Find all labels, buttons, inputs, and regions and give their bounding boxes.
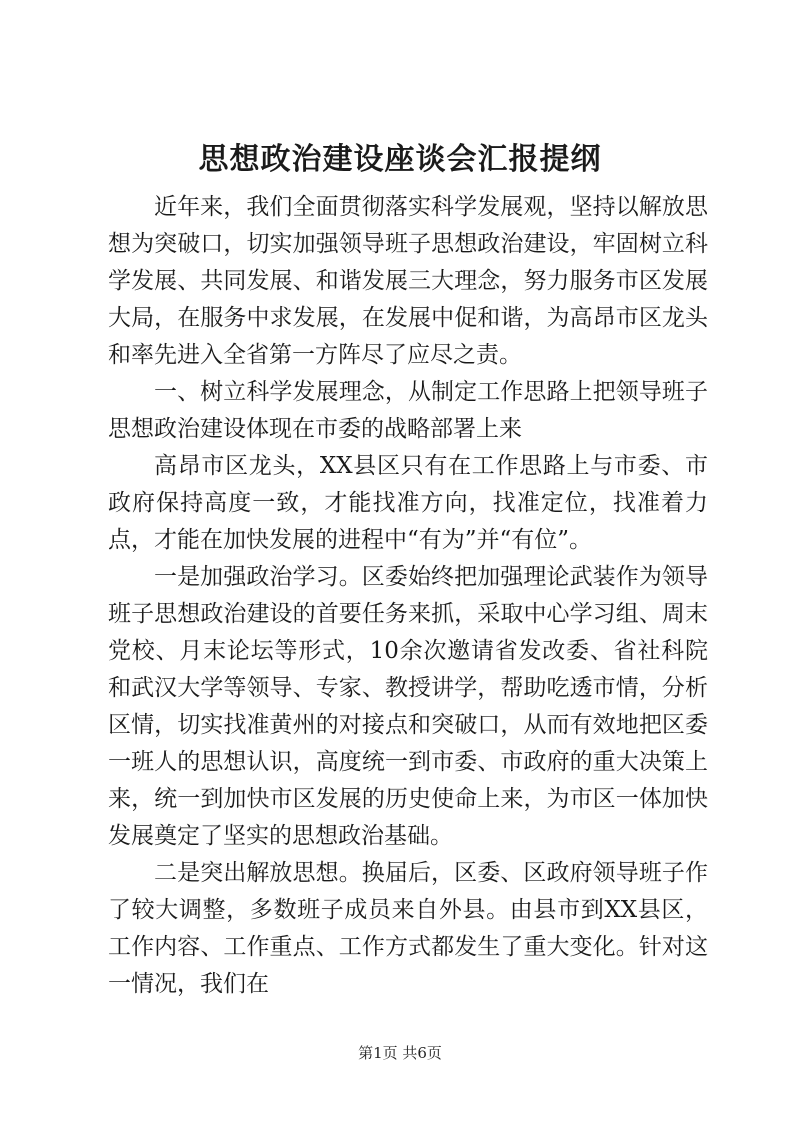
paragraph-body: 二是突出解放思想。换届后，区委、区政府领导班子作了较大调整，多数班子成员来自外县。由县市到XX县区，工作内容、工作重点、工作方式都发生了重大变化。针对这一情况，我们在 xyxy=(108,860,708,997)
paragraph-intro: 近年来，我们全面贯彻落实科学发展观，坚持以解放思想为突破口，切实加强领导班子思想政治建设，牢固树立科学发展、共同发展、和谐发展三大理念，努力服务市区发展大局，在服务中求发展，在发展中促和谐，为高昂市区龙头和率先进入全省第一方阵尽了应尽之责。 xyxy=(108,194,708,368)
paragraph-section-heading-1: 一、树立科学发展理念，从制定工作思路上把领导班子思想政治建设体现在市委的战略部署上来 xyxy=(108,379,708,442)
document-title: 思想政治建设座谈会汇报提纲 xyxy=(198,142,602,177)
document-body xyxy=(108,189,708,1003)
page-number-footer: 第1页 共6页 xyxy=(358,1044,442,1062)
paragraph-body: 高昂市区龙头，XX县区只有在工作思路上与市委、市政府保持高度一致，才能找准方向，找准定位，找准着力点，才能在加快发展的进程中“有为”并“有位”。 xyxy=(108,453,708,553)
paragraph-body: 一是加强政治学习。区委始终把加强理论武装作为领导班子思想政治建设的首要任务来抓，采取中心学习组、周末党校、月末论坛等形式，10余次邀请省发改委、省社科院和武汉大学等领导、专家、教授讲学，帮助吃透市情，分析区情，切实找准黄州的对接点和突破口，从而有效地把区委一班人的思想认识，高度统一到市委、市政府的重大决策上来，统一到加快市区发展的历史使命上来，为市区一体加快发展奠定了坚实的思想政治基础。 xyxy=(108,564,708,849)
